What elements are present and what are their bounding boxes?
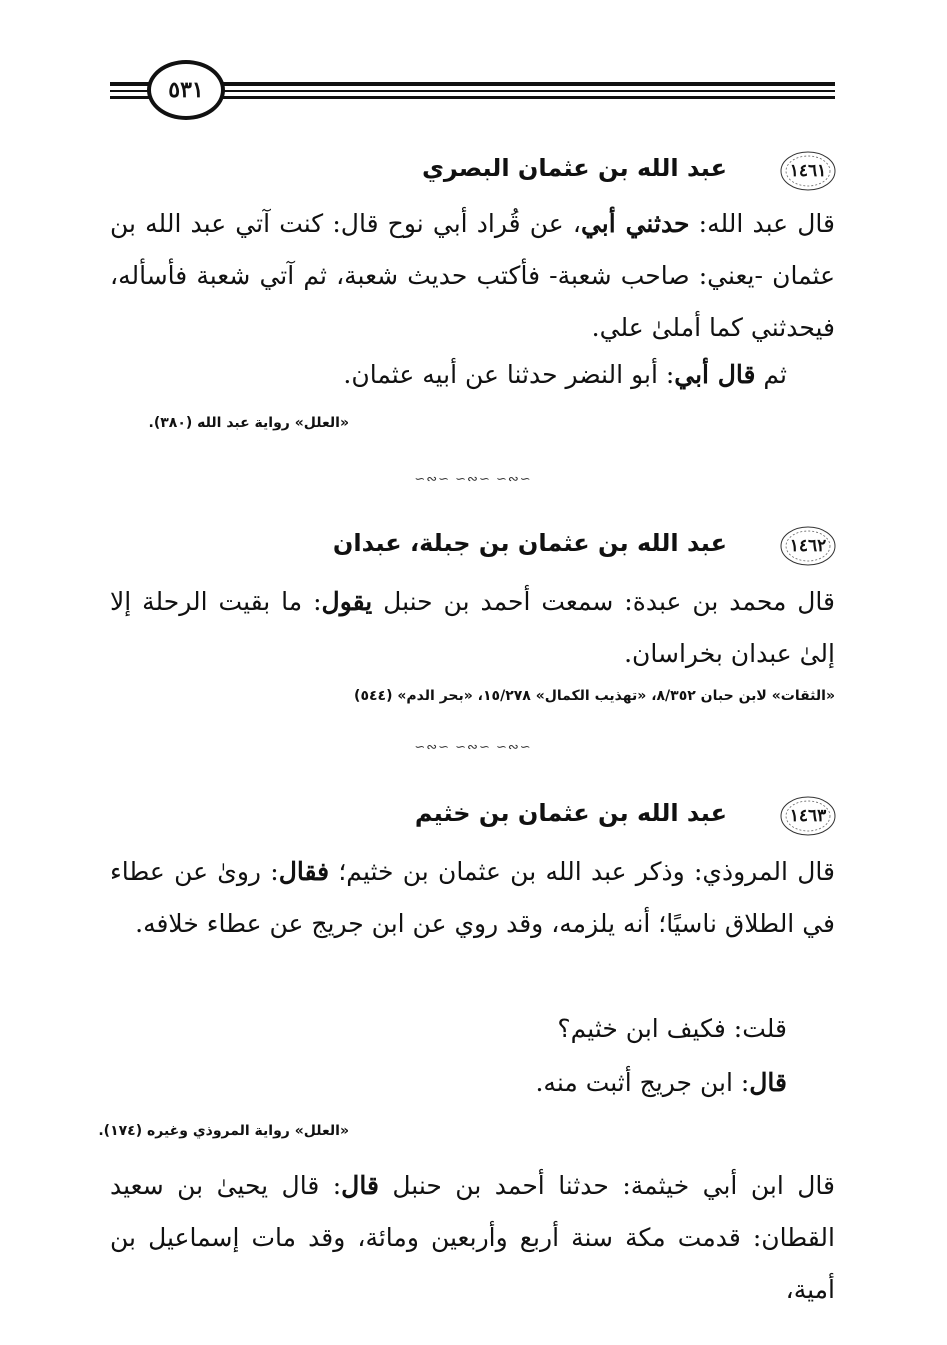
entry-number-emblem <box>779 150 837 192</box>
text-line <box>343 360 787 389</box>
section-divider-ornament: ∽∾∽ ∽∾∽ ∽∾∽ <box>414 472 532 487</box>
text-line <box>557 1014 787 1043</box>
source-citation: «الثقات» لابن حبان ٨/٣٥٢، «تهذيب الكمال» ١٥/٢٧٨، «بحر الدم» (٥٤٤) <box>354 688 835 704</box>
bold-run: حدثني أبي <box>580 209 690 238</box>
bold-run: قال أبي <box>674 360 756 389</box>
entry-title: عبد الله بن عثمان البصري <box>421 154 727 182</box>
text-line <box>535 1068 787 1097</box>
entry-title: عبد الله بن عثمان بن خثيم <box>414 799 727 827</box>
entry-number: ١٤٦١ <box>789 161 827 181</box>
paragraph <box>110 576 835 680</box>
entry-number: ١٤٦٣ <box>789 806 827 826</box>
entry-heading-1461 <box>120 150 837 194</box>
text-run: ثم <box>755 360 787 389</box>
entry-heading-1463 <box>120 795 837 839</box>
text-run: : روىٰ عن عطاء في الطلاق ناسيًا؛ أنه يلزمه، وقد روي عن ابن جريج عن عطاء خلافه. <box>110 857 835 938</box>
text-run: قال عبد الله: <box>689 209 835 238</box>
text-run: : قال يحيىٰ بن سعيد القطان: قدمت مكة سنة أربع وأربعين ومائة، وقد مات إسماعيل بن أمية، <box>110 1171 835 1304</box>
source-citation: «العلل» رواية المروذي وغيره (١٧٤). <box>98 1123 349 1139</box>
entry-number: ١٤٦٢ <box>789 536 827 556</box>
page-number-badge <box>147 60 225 120</box>
paragraph <box>110 1160 835 1316</box>
text-run: قلت: فكيف ابن خثيم؟ <box>557 1014 787 1043</box>
bold-run: قال <box>341 1171 379 1200</box>
text-run: قال محمد بن عبدة: سمعت أحمد بن حنبل <box>372 587 836 616</box>
entry-title: عبد الله بن عثمان بن جبلة، عبدان <box>332 529 727 557</box>
text-run: : ابن جريج أثبت منه. <box>535 1068 750 1097</box>
text-run: قال المروذي: وذكر عبد الله بن عثمان بن خثيم؛ <box>329 857 835 886</box>
bold-run: قال <box>749 1068 787 1097</box>
source-citation: «العلل» رواية عبد الله (٣٨٠). <box>148 415 349 431</box>
text-run: : ما بقيت الرحلة إلا إلىٰ عبدان بخراسان. <box>110 587 835 668</box>
text-run: ، عن قُراد أبي نوح قال: كنت آتي عبد الله بن عثمان -يعني: صاحب شعبة- فأكتب حديث شعبة، ثم آتي شعبة فأسأله، فيحدثني كما أملىٰ علي. <box>110 209 835 342</box>
text-run: : أبو النضر حدثنا عن أبيه عثمان. <box>343 360 675 389</box>
section-divider-ornament: ∽∾∽ ∽∾∽ ∽∾∽ <box>414 740 532 755</box>
page-number: ٥٣١ <box>168 77 204 103</box>
paragraph <box>110 198 835 354</box>
paragraph <box>110 846 835 950</box>
entry-number-emblem <box>779 795 837 837</box>
bold-run: فقال <box>278 857 330 886</box>
entry-heading-1462 <box>120 525 837 569</box>
bold-run: يقول <box>321 587 373 616</box>
text-run: قال ابن أبي خيثمة: حدثنا أحمد بن حنبل <box>378 1171 835 1200</box>
entry-number-emblem <box>779 525 837 567</box>
